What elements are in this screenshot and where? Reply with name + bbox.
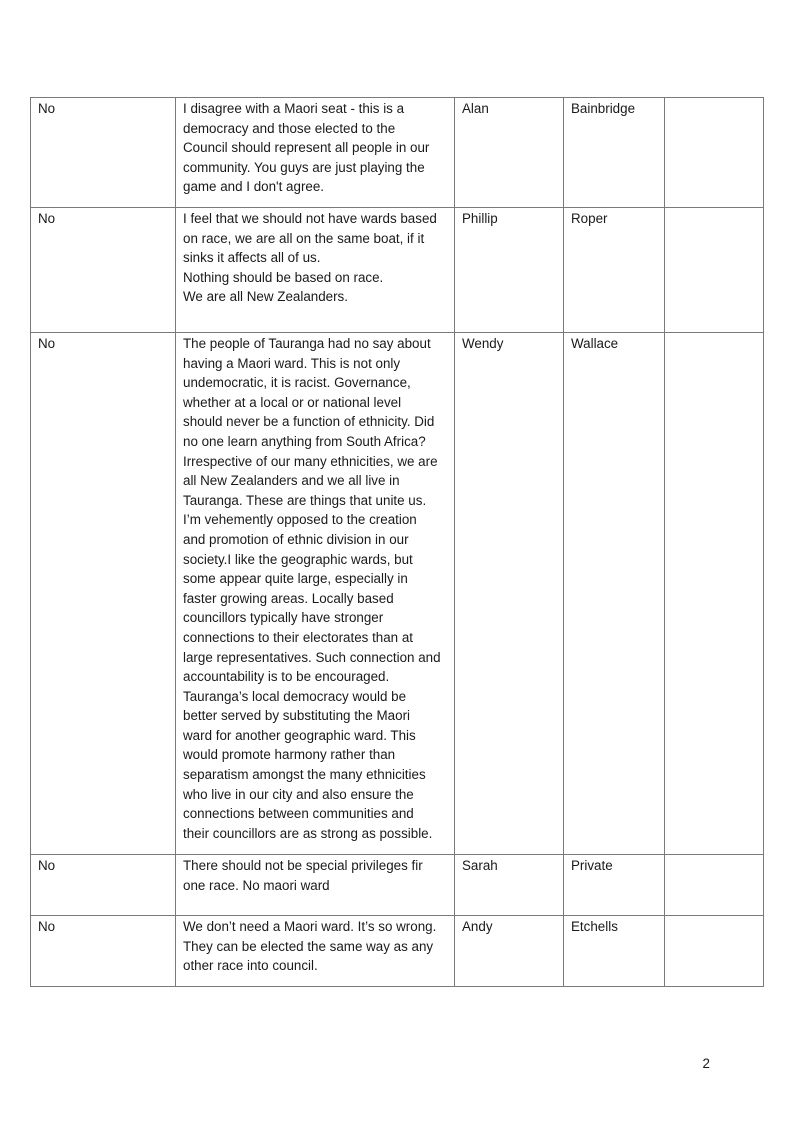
comment-line: faster growing areas. Locally based [183, 590, 394, 606]
comment-line: some appear quite large, especially in [183, 571, 408, 587]
empty-cell [665, 855, 764, 916]
comment-line: The people of Tauranga had no say about [183, 336, 431, 351]
comment-line: on race, we are all on the same boat, if it [183, 230, 425, 246]
comment-line: game and I don't agree. [183, 179, 325, 195]
comment-line: community. You guys are just playing the [183, 159, 425, 175]
comment-line: accountability is to be encouraged. [183, 669, 390, 685]
comment-line: who live in our city and also ensure the [183, 786, 414, 802]
last-name-cell: Bainbridge [564, 98, 665, 208]
comment-line: Nothing should be based on race. [183, 269, 384, 285]
comment-line: Tauranga. These are things that unite us. [183, 492, 427, 508]
comment-line: having a Maori ward. This is not only [183, 355, 401, 371]
comment-line: Tauranga’s local democracy would be [183, 688, 407, 704]
first-name-cell: Phillip [455, 208, 564, 333]
table-row [31, 208, 764, 333]
comment-cell [176, 855, 455, 916]
table-row [31, 855, 764, 916]
comment-line: all New Zealanders and we all live in [183, 473, 400, 489]
empty-cell [665, 208, 764, 333]
table-row [31, 98, 764, 208]
comment-line: sinks it affects all of us. [183, 250, 321, 266]
comment-line: They can be elected the same way as any [183, 938, 434, 954]
comment-line: We are all New Zealanders. [183, 289, 348, 305]
comment-line: I feel that we should not have wards based [183, 211, 437, 226]
comment-line: I disagree with a Maori seat - this is a [183, 101, 405, 116]
answer-cell: No [31, 333, 176, 855]
answer-cell: No [31, 208, 176, 333]
comment-line: no one learn anything from South Africa? [183, 433, 426, 449]
submissions-table [30, 97, 764, 987]
comment-line: I’m vehemently opposed to the creation [183, 512, 417, 528]
answer-cell: No [31, 916, 176, 987]
comment-line: councillors typically have stronger [183, 610, 384, 626]
first-name-cell: Sarah [455, 855, 564, 916]
comment-line: undemocratic, it is racist. Governance, [183, 375, 411, 391]
comment-line: their councillors are as strong as possible. [183, 825, 433, 841]
comment-line: separatism amongst the many ethnicities [183, 767, 426, 783]
comment-line: ward for another geographic ward. This [183, 727, 416, 743]
comment-line: We don’t need a Maori ward. It’s so wrong. [183, 919, 437, 934]
page-number: 2 [702, 1056, 710, 1071]
comment-line: democracy and those elected to the [183, 120, 396, 136]
comment-line: should never be a function of ethnicity. Did [183, 414, 435, 430]
comment-line: and promotion of ethnic division in our [183, 531, 409, 547]
comment-line: connections to their electorates than at [183, 629, 414, 645]
comment-line: There should not be special privileges fir [183, 858, 423, 873]
comment-line: whether at a local or or national level [183, 394, 402, 410]
last-name-cell: Roper [564, 208, 665, 333]
first-name-cell: Andy [455, 916, 564, 987]
answer-cell: No [31, 98, 176, 208]
last-name-cell: Private [564, 855, 665, 916]
comment-cell [176, 208, 455, 333]
answer-cell: No [31, 855, 176, 916]
comment-cell [176, 98, 455, 208]
comment-cell [176, 916, 455, 987]
table-row [31, 333, 764, 855]
comment-line: better served by substituting the Maori [183, 708, 411, 724]
comment-line: connections between communities and [183, 806, 414, 822]
last-name-cell: Wallace [564, 333, 665, 855]
comment-line: large representatives. Such connection and [183, 649, 441, 665]
empty-cell [665, 916, 764, 987]
comment-line: society.I like the geographic wards, but [183, 551, 413, 567]
first-name-cell: Wendy [455, 333, 564, 855]
comment-line: would promote harmony rather than [183, 747, 396, 763]
first-name-cell: Alan [455, 98, 564, 208]
empty-cell [665, 98, 764, 208]
comment-line: one race. No maori ward [183, 877, 330, 893]
comment-line: Council should represent all people in our [183, 140, 430, 156]
comment-line: other race into council. [183, 958, 318, 974]
last-name-cell: Etchells [564, 916, 665, 987]
comment-cell [176, 333, 455, 855]
empty-cell [665, 333, 764, 855]
table-row [31, 916, 764, 987]
comment-line: Irrespective of our many ethnicities, we are [183, 453, 438, 469]
